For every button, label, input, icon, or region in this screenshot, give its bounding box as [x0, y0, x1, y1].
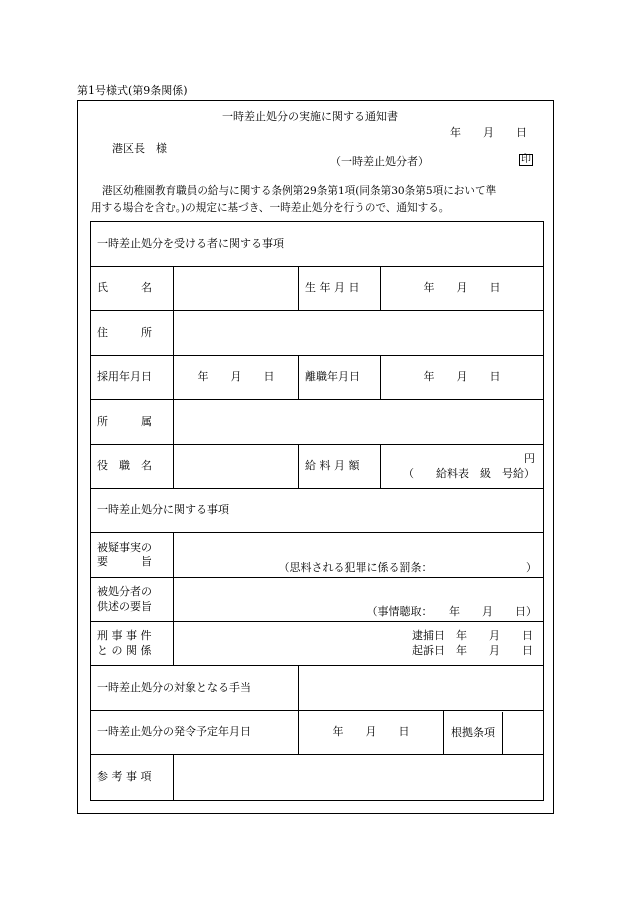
affiliation-label: 所 属	[91, 400, 174, 445]
salary-field[interactable]	[381, 445, 544, 489]
suspect-facts-field[interactable]	[174, 533, 544, 578]
criminal-case-field[interactable]	[174, 622, 544, 666]
statement-field[interactable]	[174, 578, 544, 622]
hearing-date-note: （事情聴取： 年 月 日）	[366, 604, 538, 618]
statement-label-line1: 被処分者の	[97, 585, 152, 599]
section1-header: 一時差止処分を受ける者に関する事項	[91, 222, 544, 267]
statement-label-line2: 供述の要旨	[97, 599, 152, 613]
arrest-date-label: 逮捕日	[412, 629, 446, 643]
target-allowance-field[interactable]	[299, 666, 544, 711]
basis-label: 根拠条項	[444, 712, 503, 754]
retire-date-label: 離職年月日	[299, 356, 381, 400]
suspect-facts-label	[91, 533, 174, 578]
name-label: 氏 名	[91, 267, 174, 311]
body-text-line-2: 用する場合を含む。)の規定に基づき、一時差止処分を行うので、通知する。	[91, 202, 450, 214]
form-table	[90, 221, 544, 801]
date-line: 年 月 日	[450, 126, 527, 139]
name-field[interactable]	[174, 267, 299, 311]
remarks-field[interactable]	[174, 755, 544, 801]
form-style-label: 第1号様式(第9条関係)	[77, 84, 188, 97]
form-title: 一時差止処分の実施に関する通知書	[222, 110, 398, 123]
salary-note: （ 給料表 級 号給）	[403, 466, 536, 480]
arrest-date-value: 年 月 日	[456, 629, 534, 643]
hire-date-field[interactable]: 年 月 日	[174, 356, 299, 400]
basis-field[interactable]	[444, 711, 544, 755]
salary-label: 給 料 月 額	[299, 445, 381, 489]
suspect-facts-label-line1: 被疑事実の	[97, 540, 152, 554]
suspect-facts-label-line2: 要 旨	[97, 555, 152, 568]
criminal-case-label-line2: と の 関 係	[97, 643, 152, 657]
criminal-case-label-line1: 刑 事 事 件	[97, 629, 152, 643]
salary-unit: 円	[524, 452, 536, 466]
position-field[interactable]	[174, 445, 299, 489]
issue-date-field[interactable]: 年 月 日	[299, 711, 444, 755]
issue-date-label: 一時差止処分の発令予定年月日	[91, 711, 299, 755]
birth-label: 生 年 月 日	[299, 267, 381, 311]
target-allowance-label: 一時差止処分の対象となる手当	[91, 666, 299, 711]
hire-date-label: 採用年月日	[91, 356, 174, 400]
section2-header: 一時差止処分に関する事項	[91, 489, 544, 533]
body-text-line-1: 港区幼稚園教育職員の給与に関する条例第29条第1項(同条第30条第5項において準	[102, 185, 497, 197]
statement-label	[91, 578, 174, 622]
remarks-label: 参 考 事 項	[91, 755, 174, 801]
position-label: 役 職 名	[91, 445, 174, 489]
addressee: 港区長 様	[112, 142, 167, 155]
issuer-label: （一時差止処分者）	[330, 155, 429, 168]
indictment-date-label: 起訴日	[412, 643, 446, 657]
seal-mark: 印	[521, 154, 531, 165]
address-field[interactable]	[174, 311, 544, 356]
indictment-date-value: 年 月 日	[456, 643, 534, 657]
affiliation-field[interactable]	[174, 400, 544, 445]
address-label: 住 所	[91, 311, 174, 356]
retire-date-field[interactable]: 年 月 日	[381, 356, 544, 400]
criminal-case-label	[91, 622, 174, 666]
birth-date-field[interactable]: 年 月 日	[381, 267, 544, 311]
criminal-provision-note: （思料される犯罪に係る罰条： ）	[278, 560, 538, 574]
